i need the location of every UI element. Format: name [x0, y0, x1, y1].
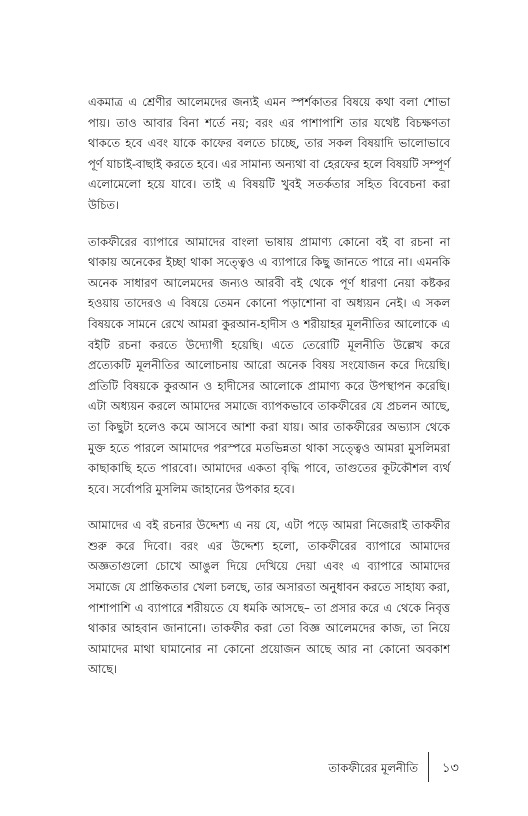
- page-number: ১৩: [442, 761, 459, 776]
- paragraph-3: আমাদের এ বই রচনার উদ্দেশ্য এ নয় যে, এটা পড়ে আমরা নিজেরাই তাকফীর শুরু করে দিবো। বরং এর উদ্দেশ্য হলো, তাকফীরের ব্যাপারে আমাদের অজ্ঞতাগুলো চোখে আঙুল দিয়ে দেখিয়ে দেয়া এবং এ ব্যাপারে আমাদের সমাজে যে প্রান্তিকতার খেলা চলছে, তার অসারতা অনুধাবন করতে সাহায্য করা, পাশাপাশি এ ব্যাপারে শরীয়তে যে ধমকি আসছে– তা প্রসার করে এ থেকে নিবৃত্ত থাকার আহবান জানানো। তাকফীর করা তো বিজ্ঞ আলেমদের কাজ, তা নিয়ে আমাদের মাথা ঘামানোর না কোনো প্রয়োজন আছে আর না কোনো অবকাশ আছে।: [88, 518, 450, 677]
- footer-divider: [428, 752, 429, 782]
- paragraph-1: একমাত্র এ শ্রেণীর আলেমদের জন্যই এমন স্পর্শকাতর বিষয়ে কথা বলা শোভা পায়। তাও আবার বিনা শর্তে নয়; বরং এর পাশাপাশি তার যথেষ্ট বিচক্ষণতা থাকতে হবে এবং যাকে কাফের বলতে চাচ্ছে, তার সকল বিষয়াদি ভালোভাবে পূর্ণ যাচাই-বাছাই করতে হবে। এর সামান্য অন্যথা বা হেরফের হলে বিষয়টি সম্পূর্ণ এলোমেলো হয়ে যাবে। তাই এ বিষয়টি খুবই সতর্কতার সহিত বিবেচনা করা উচিত।: [88, 95, 450, 212]
- page-body: [88, 92, 450, 696]
- running-title: তাকফীরের মূলনীতি: [328, 761, 418, 775]
- paragraph-2: তাকফীরের ব্যাপারে আমাদের বাংলা ভাষায় প্রামাণ্য কোনো বই বা রচনা না থাকায় অনেকের ইচ্ছা থাকা সত্ত্বেও এ ব্যাপারে কিছু জানতে পারে না। এমনকি অনেক সাধারণ আলেমদের জন্যও আরবী বই থেকে পূর্ণ ধারণা নেয়া কষ্টকর হওয়ায় তাদেরও এ বিষয়ে তেমন কোনো পড়াশোনা বা অধ্যয়ন নেই। এ সকল বিষয়কে সামনে রেখে আমরা কুরআন-হাদীস ও শরীয়াহর মূলনীতির আলোকে এ বইটি রচনা করতে উদ্যোগী হয়েছি। এতে তেরোটি মূলনীতি উল্লেখ করে প্রত্যেকটি মূলনীতির আলোচনায় আরো অনেক বিষয় সংযোজন করে দিয়েছি। প্রতিটি বিষয়কে কুরআন ও হাদীসের আলোকে প্রামাণ্য করে উপস্থাপন করেছি। এটা অধ্যয়ন করলে আমাদের সমাজে ব্যাপকভাবে তাকফীরের যে প্রচলন আছে, তা কিছুটা হলেও কমে আসবে আশা করা যায়। আর তাকফীরের অভ্যাস থেকে মুক্ত হতে পারলে আমাদের পরস্পরে মতভিন্নতা থাকা সত্ত্বেও আমরা মুসলিমরা কাছাকাছি হতে পারবো। আমাদের একতা বৃদ্ধি পাবে, তাগুতের কূটকৌশল ব্যর্থ হবে। সর্বোপরি মুসলিম জাহানের উপকার হবে।: [88, 234, 450, 496]
- page-footer: [0, 752, 528, 782]
